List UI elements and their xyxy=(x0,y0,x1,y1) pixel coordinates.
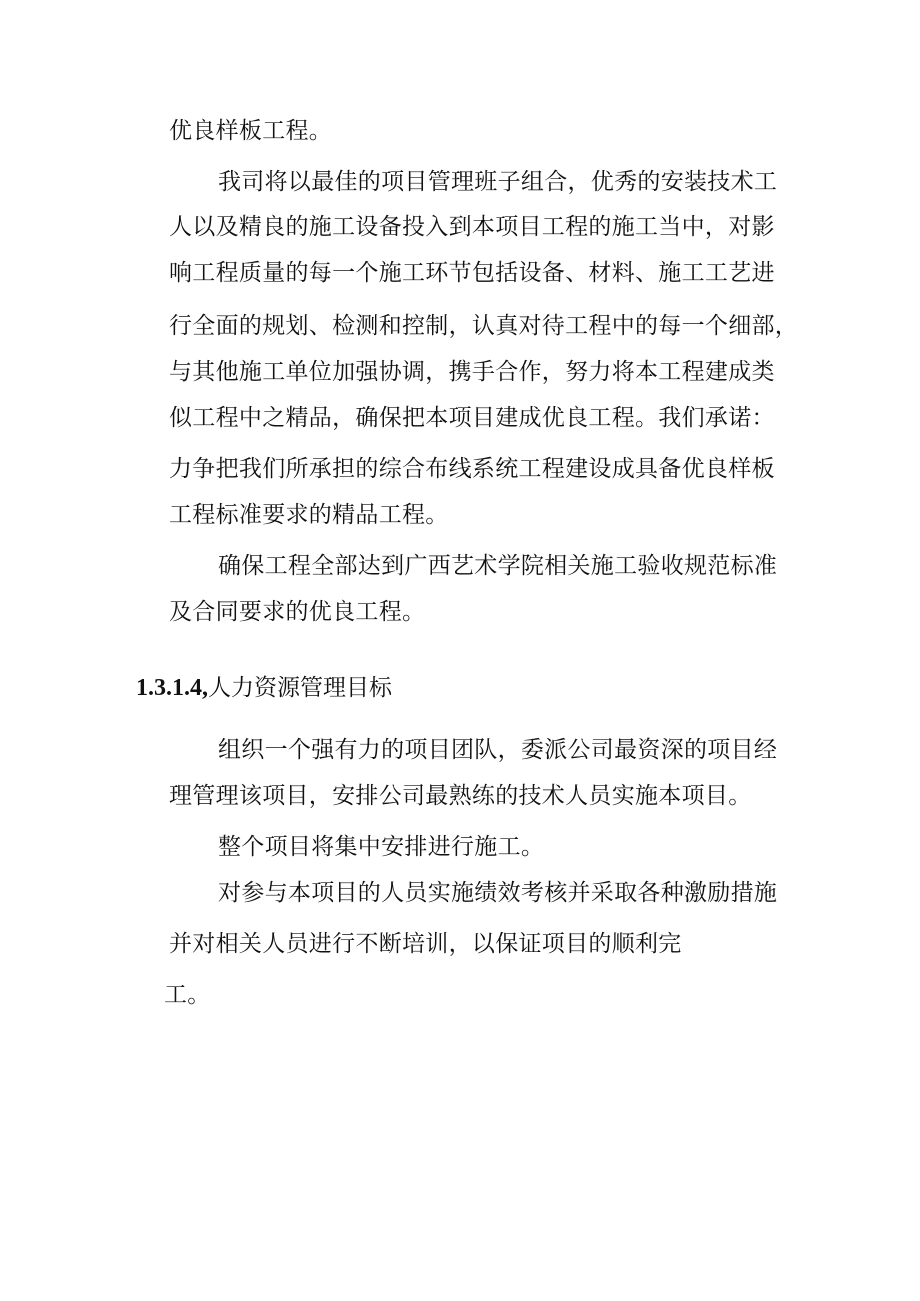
paragraph-1-line-1: 优良样板工程。 xyxy=(169,118,333,144)
paragraph-2-line-1: 我司将以最佳的项目管理班子组合，优秀的安装技术工 xyxy=(218,169,778,195)
paragraph-2-line-2: 人以及精良的施工设备投入到本项目工程的施工当中，对影 xyxy=(169,214,775,240)
paragraph-3-line-1: 确保工程全部达到广西艺术学院相关施工验收规范标准 xyxy=(218,553,778,579)
paragraph-2-line-3: 响工程质量的每一个施工环节包括设备、材料、施工工艺进 xyxy=(169,260,775,286)
paragraph-2-line-5: 与其他施工单位加强协调，携手合作，努力将本工程建成类 xyxy=(169,359,775,385)
paragraph-2-line-6: 似工程中之精品，确保把本项目建成优良工程。我们承诺： xyxy=(169,405,775,431)
paragraph-4-line-1: 组织一个强有力的项目团队，委派公司最资深的项目经 xyxy=(218,737,778,763)
section-number: 1.3.1.4, xyxy=(136,675,208,701)
paragraph-6-line-1: 对参与本项目的人员实施绩效考核并采取各种激励措施 xyxy=(218,880,778,906)
section-title: 人力资源管理目标 xyxy=(208,675,392,701)
paragraph-4-line-2: 理管理该项目，安排公司最熟练的技术人员实施本项目。 xyxy=(169,783,752,809)
paragraph-2-line-4: 行全面的规划、检测和控制，认真对待工程中的每一个细部， xyxy=(169,313,799,339)
paragraph-6-line-3: 工。 xyxy=(164,982,211,1008)
section-heading xyxy=(136,673,392,703)
paragraph-2-line-8: 工程标准要求的精品工程。 xyxy=(169,502,449,528)
paragraph-3-line-2: 及合同要求的优良工程。 xyxy=(169,599,426,625)
paragraph-5-line-1: 整个项目将集中安排进行施工。 xyxy=(218,834,545,860)
paragraph-2-line-7: 力争把我们所承担的综合布线系统工程建设成具备优良样板 xyxy=(169,456,775,482)
paragraph-6-line-2: 并对相关人员进行不断培训，以保证项目的顺利完 xyxy=(169,931,682,957)
